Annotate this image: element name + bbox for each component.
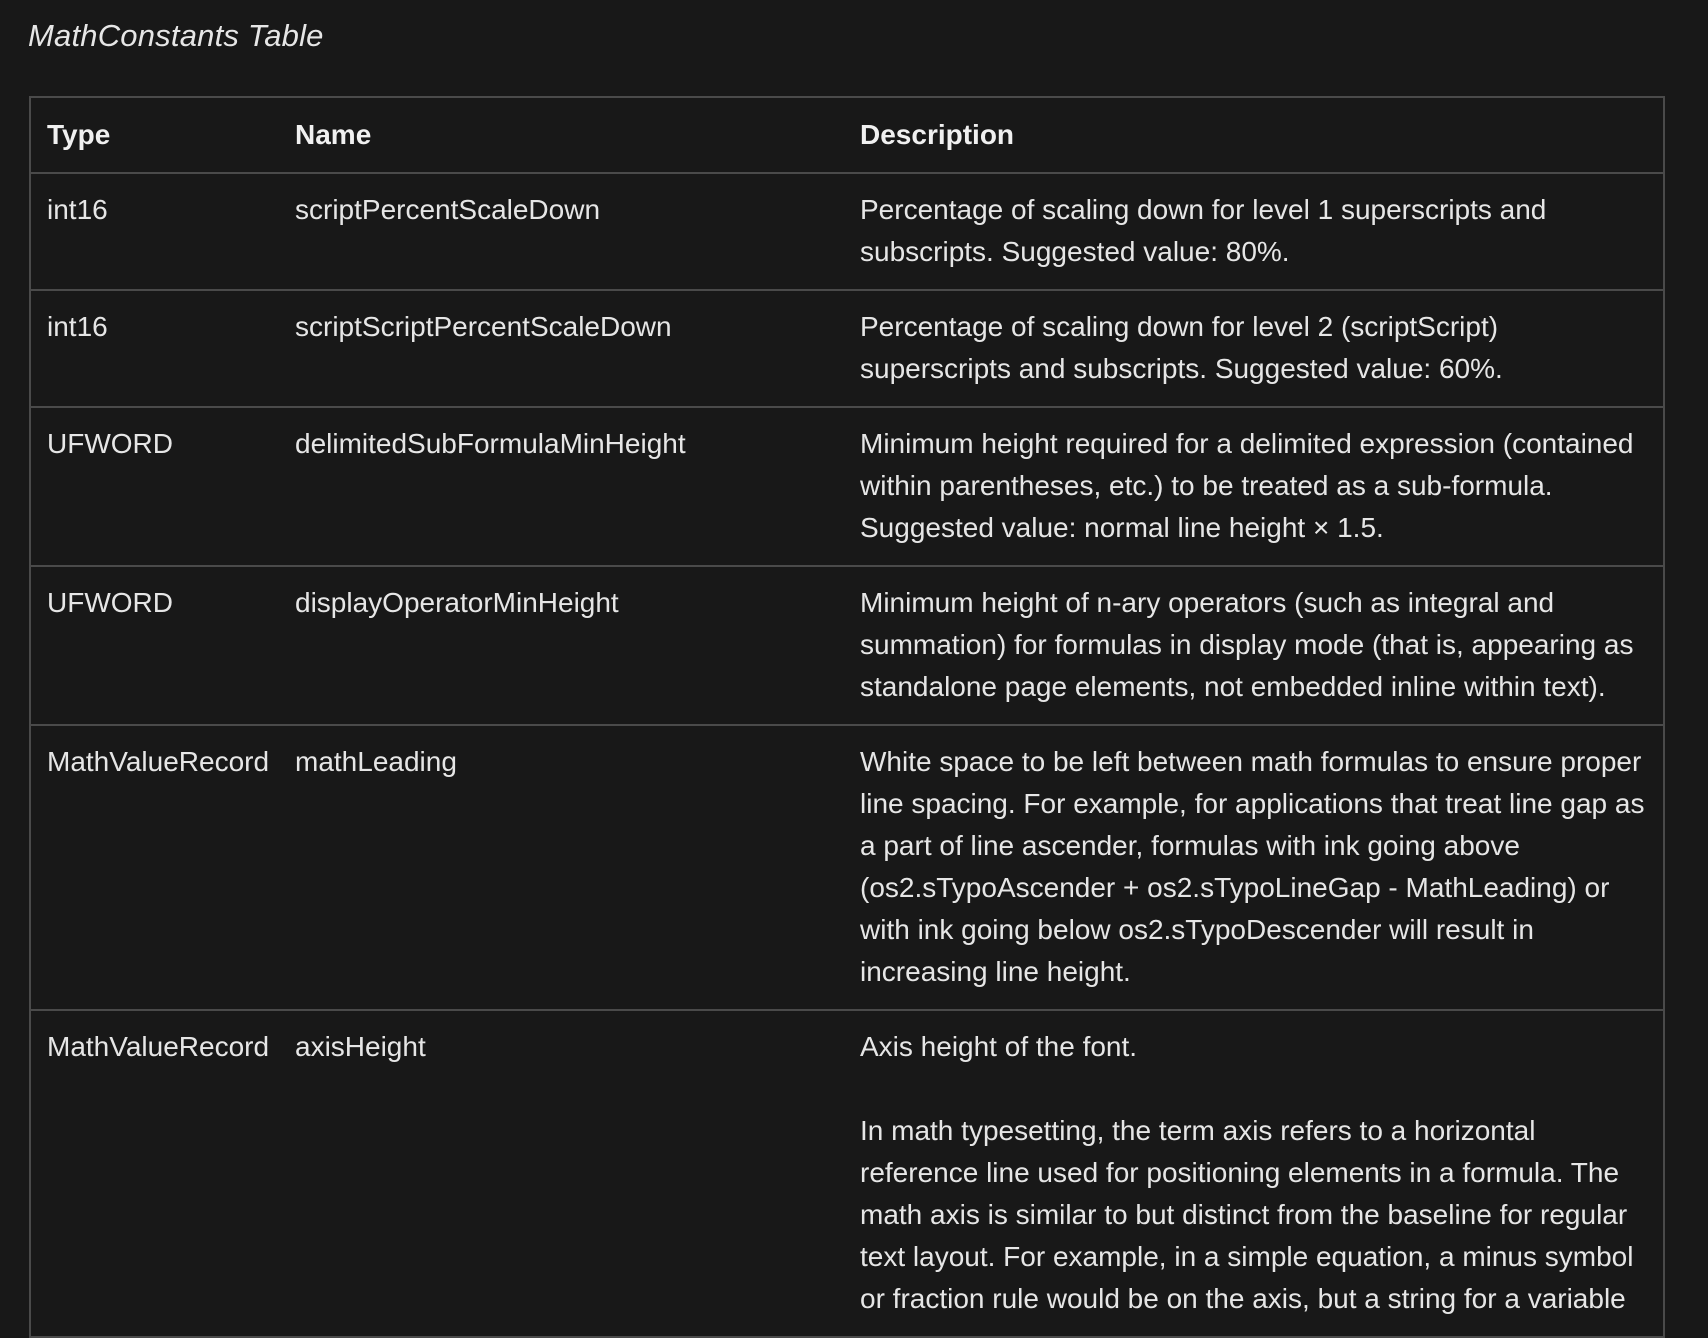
description-paragraph: Minimum height of n-ary operators (such as integral and summation) for formulas in display mode (that is, appearing as standalone page elements, not embedded inline within text). (860, 587, 1634, 702)
cell-type: UFWORD (30, 407, 279, 566)
cell-name: displayOperatorMinHeight (279, 566, 844, 725)
cell-name: mathLeading (279, 725, 844, 1010)
cell-description (844, 725, 1664, 1010)
header-name: Name (279, 97, 844, 173)
header-description: Description (844, 97, 1664, 173)
table-row (30, 407, 1664, 566)
cell-description (844, 290, 1664, 407)
cell-description (844, 173, 1664, 290)
cell-description (844, 1010, 1664, 1337)
table-row (30, 1010, 1664, 1337)
cell-description (844, 407, 1664, 566)
table-row (30, 566, 1664, 725)
table-row (30, 725, 1664, 1010)
table-row (30, 290, 1664, 407)
description-paragraph: Axis height of the font. (860, 1031, 1138, 1062)
cell-type: MathValueRecord (30, 1010, 279, 1337)
description-paragraph: Minimum height required for a delimited expression (contained within parentheses, etc.) to be treated as a sub-formula. Suggested value: normal line height × 1.5. (860, 428, 1634, 543)
description-paragraph: White space to be left between math formulas to ensure proper line spacing. For example, for applications that treat line gap as a part of line ascender, formulas with ink going above (os2.sTypoAscender + os2.sTypoLineGap - MathLeading) or with ink going below os2.sTypoDescender will result in increasing line height. (860, 746, 1645, 987)
header-type: Type (30, 97, 279, 173)
description-paragraph: Percentage of scaling down for level 2 (scriptScript) superscripts and subscripts. Suggested value: 60%. (860, 311, 1503, 384)
cell-name: delimitedSubFormulaMinHeight (279, 407, 844, 566)
math-constants-table (29, 96, 1665, 1338)
description-paragraph: Percentage of scaling down for level 1 superscripts and subscripts. Suggested value: 80%. (860, 194, 1547, 267)
cell-type: int16 (30, 173, 279, 290)
cell-description (844, 566, 1664, 725)
cell-name: scriptScriptPercentScaleDown (279, 290, 844, 407)
cell-type: int16 (30, 290, 279, 407)
cell-type: MathValueRecord (30, 725, 279, 1010)
cell-name: scriptPercentScaleDown (279, 173, 844, 290)
cell-type: UFWORD (30, 566, 279, 725)
cell-name: axisHeight (279, 1010, 844, 1337)
description-paragraph: In math typesetting, the term axis refers to a horizontal reference line used for positioning elements in a formula. The math axis is similar to but distinct from the baseline for regular text layout. For example, in a simple equation, a minus symbol or fraction rule would be on the axis, but a string for a variable (860, 1115, 1634, 1314)
table-header-row (30, 97, 1664, 173)
table-row (30, 173, 1664, 290)
math-constants-table-container (29, 96, 1665, 1338)
table-body (30, 173, 1664, 1337)
table-caption: MathConstants Table (28, 18, 324, 53)
